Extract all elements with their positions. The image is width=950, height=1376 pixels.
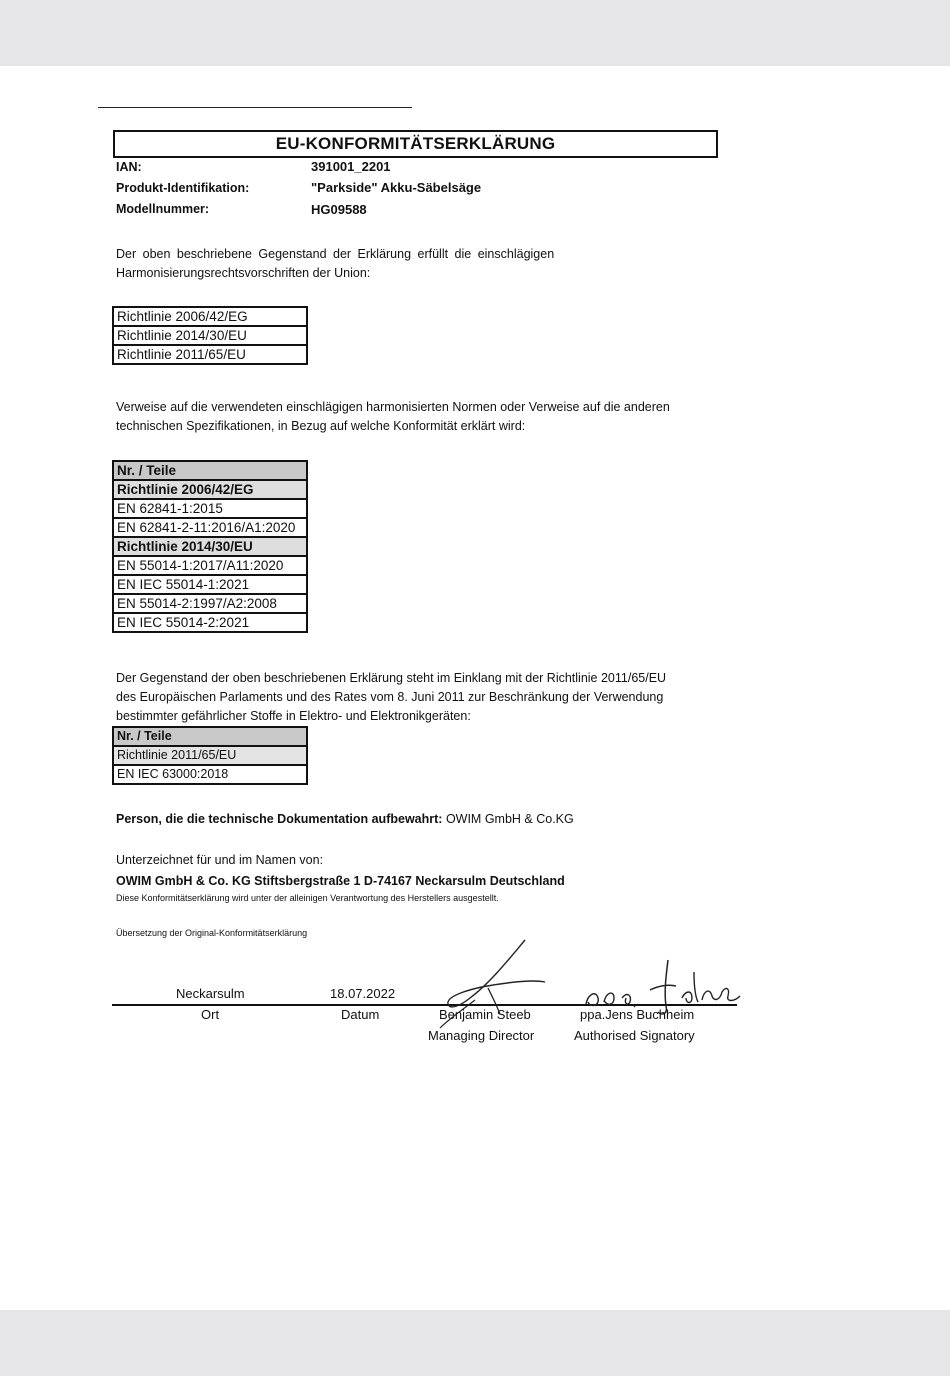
rohs-header: Nr. / Teile <box>113 727 307 746</box>
standards-row: EN IEC 55014-1:2021 <box>113 575 307 594</box>
standards-row: EN IEC 55014-2:2021 <box>113 613 307 632</box>
place-label: Ort <box>201 1007 220 1022</box>
standards-table <box>112 460 308 633</box>
doc-keeper-value: OWIM GmbH & Co.KG <box>445 812 574 826</box>
doc-keeper-line <box>116 810 574 829</box>
standards-section-row: Richtlinie 2014/30/EU <box>113 537 307 556</box>
standards-row: EN 55014-1:2017/A11:2020 <box>113 556 307 575</box>
signature-1-graphic <box>430 938 560 1028</box>
rohs-row: EN IEC 63000:2018 <box>113 765 307 784</box>
intro-text-line1: Der oben beschriebene Gegenstand der Erklärung erfüllt die einschlägigen <box>116 247 555 261</box>
signer1-title: Managing Director <box>428 1028 535 1043</box>
standards-row: EN 62841-1:2015 <box>113 499 307 518</box>
signature-date: 18.07.2022 <box>330 986 396 1001</box>
ian-label: IAN: <box>116 160 142 174</box>
standards-row: EN 62841-2-11:2016/A1:2020 <box>113 518 307 537</box>
doc-keeper-label: Person, die die technische Dokumentation aufbewahrt: <box>116 812 443 826</box>
company-address: OWIM GmbH & Co. KG Stiftsbergstraße 1 D-74167 Neckarsulm Deutschland <box>116 874 565 888</box>
top-rule <box>98 107 412 108</box>
model-number-value: HG09588 <box>311 202 367 217</box>
ian-value: 391001_2201 <box>311 159 391 174</box>
directives-table <box>112 306 308 365</box>
refs-text-line2: technischen Spezifikationen, in Bezug auf welche Konformität erklärt wird: <box>116 419 526 433</box>
standards-section-row: Richtlinie 2006/42/EG <box>113 480 307 499</box>
signature-place: Neckarsulm <box>176 986 245 1001</box>
model-number-label: Modellnummer: <box>116 202 210 216</box>
intro-text-line2: Harmonisierungsrechtsvorschriften der Union: <box>116 266 371 280</box>
translation-note: Übersetzung der Original-Konformitätserklärung <box>116 928 308 938</box>
signature-2-graphic <box>578 956 743 1021</box>
rohs-row: Richtlinie 2011/65/EU <box>113 746 307 765</box>
directive-cell: Richtlinie 2014/30/EU <box>113 326 307 345</box>
responsibility-note: Diese Konformitätserklärung wird unter der alleinigen Verantwortung des Herstellers ausgestellt. <box>116 893 499 903</box>
refs-text-line1: Verweise auf die verwendeten einschlägigen harmonisierten Normen oder Verweise auf die anderen <box>116 400 670 414</box>
standards-header: Nr. / Teile <box>113 461 307 480</box>
product-id-value: "Parkside" Akku-Säbelsäge <box>311 180 482 195</box>
signer2-title: Authorised Signatory <box>574 1028 695 1043</box>
signer1-name: Benjamin Steeb <box>439 1007 531 1022</box>
document-title: EU-KONFORMITÄTSERKLÄRUNG <box>113 130 718 158</box>
rohs-text-line1: Der Gegenstand der oben beschriebenen Erklärung steht im Einklang mit der Richtlinie 2011/65/EU <box>116 671 667 685</box>
directive-cell: Richtlinie 2011/65/EU <box>113 345 307 364</box>
rohs-text-line2: des Europäischen Parlaments und des Rates vom 8. Juni 2011 zur Beschränkung der Verwendung <box>116 690 664 704</box>
date-label: Datum <box>341 1007 380 1022</box>
declaration-page <box>0 66 950 1310</box>
directive-cell: Richtlinie 2006/42/EG <box>113 307 307 326</box>
signer2-name: ppa.Jens Buchheim <box>580 1007 695 1022</box>
product-id-label: Produkt-Identifikation: <box>116 181 250 195</box>
signed-for-label: Unterzeichnet für und im Namen von: <box>116 853 324 867</box>
rohs-table <box>112 726 308 785</box>
standards-row: EN 55014-2:1997/A2:2008 <box>113 594 307 613</box>
rohs-text-line3: bestimmter gefährlicher Stoffe in Elektro- und Elektronikgeräten: <box>116 709 471 723</box>
